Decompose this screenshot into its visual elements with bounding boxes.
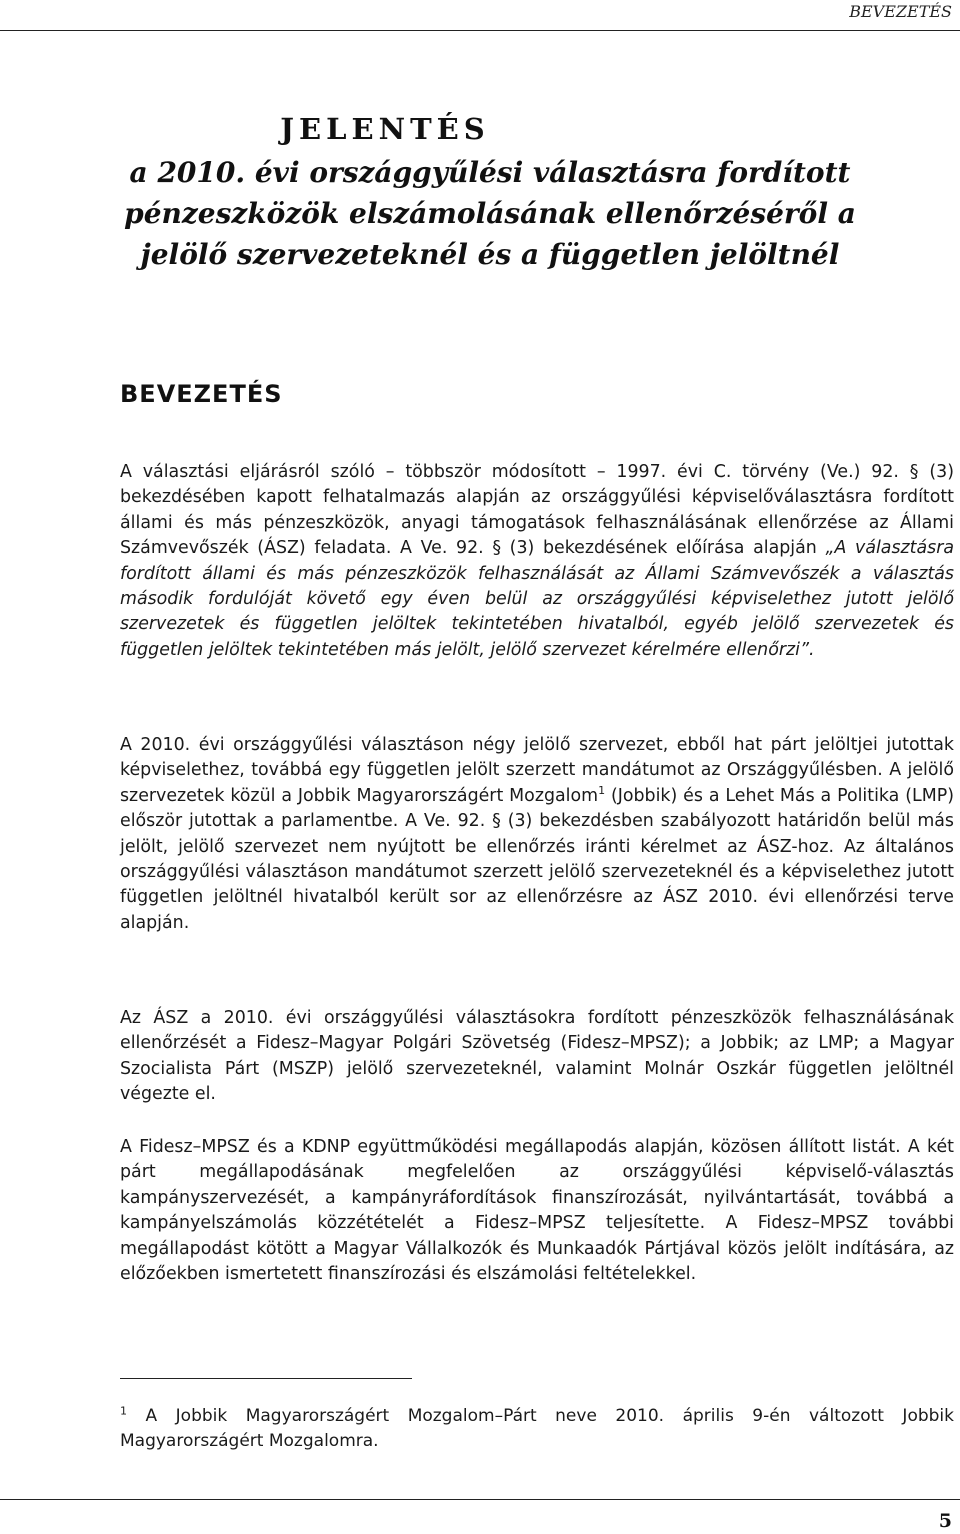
footer-divider xyxy=(0,1499,960,1500)
title-subtitle xyxy=(110,152,870,275)
running-header: BEVEZETÉS xyxy=(849,2,952,21)
paragraph-fidesz-kdnp: A Fidesz–MPSZ és a KDNP együttműködési megállapodás alapján, közösen állított listát. A két párt megállapodásának megfelelően az országgyűlési képviselő-választás kampányszervezését, a kampányráfordítások finanszírozását, nyilvántartását, továbbá a kampányelszámolás közzétételét a Fidesz–MPSZ teljesítette. A Fidesz–MPSZ további megállapodást kötött a Magyar Vállalkozók és Munkaadók Pártjával közös jelölt indítására, az előzőekben ismertetett finanszírozási és elszámolási feltételekkel. xyxy=(120,1137,954,1285)
title-subtitle-line-3: jelölő szervezeteknél és a független jelöltnél xyxy=(140,238,840,271)
footnote-number: 1 xyxy=(120,1404,127,1418)
header-divider xyxy=(0,30,960,31)
footnote-divider xyxy=(120,1378,412,1379)
law-quotation: „A választásra fordított állami és más pénzeszközök felhasználását az Állami Számvevőszék a választás második fordulóját követő egy éven belül az országgyűlési képviselethez jutott jelölő szervezetek és független jelöltek tekintetében hivatalból, egyéb jelölő szervezetek és független jelöltek tekintetében más jelölt, jelölő szervezet kérelmére ellenőrzi”. xyxy=(120,538,954,660)
paragraph-intro-text: A választási eljárásról szóló – többször módosított – 1997. évi C. törvény (Ve.) 92. § (3) bekezdésében kapott felhatalmazás alapján az országgyűlési képviselőválasztásra fordított állami és más pénzeszközök, anyagi támogatások felhasználásának ellenőrzése az Állami Számvevőszék (ÁSZ) feladata. A Ve. 92. § (3) bekezdésének előírása alapján xyxy=(120,462,954,559)
footnote xyxy=(120,1404,954,1454)
title-main: JELENTÉS xyxy=(280,112,490,146)
title-subtitle-line-2: pénzeszközök elszámolásának ellenőrzéséről a xyxy=(124,197,856,230)
footnote-reference[interactable]: 1 xyxy=(598,784,606,798)
paragraph-audited-parties: Az ÁSZ a 2010. évi országgyűlési választásokra fordított pénzeszközök felhasználásának ellenőrzését a Fidesz–Magyar Polgári Szövetség (Fidesz–MPSZ); a Jobbik; az LMP; a Magyar Szocialista Párt (MSZP) jelölő szervezeteknél, valamint Molnár Oszkár független jelöltnél végezte el. xyxy=(120,1008,954,1105)
page-number: 5 xyxy=(938,1510,952,1532)
document-title xyxy=(110,112,870,275)
paragraph-text-start: A 2010. évi országgyűlési választáson négy jelölő szervezet, ebből hat párt jelöltjei jutottak képviselethez, továbbá egy független jelölt szerzett mandátumot az Országgyűlésben. A jelölő szervezetek közül a Jobbik Magyarországért Mozgalom xyxy=(120,735,954,806)
section-heading: BEVEZETÉS xyxy=(120,380,283,408)
paragraph-election-results xyxy=(120,733,954,936)
footnote-text: A Jobbik Magyarországért Mozgalom–Párt neve 2010. április 9-én változott Jobbik Magyarországért Mozgalomra. xyxy=(120,1406,954,1451)
paragraph-legal-basis xyxy=(120,460,954,663)
paragraph-text-end: (Jobbik) és a Lehet Más a Politika (LMP) először jutottak a parlamentbe. A Ve. 92. § (3) bekezdésben szabályozott határidőn belül más jelölt, jelölő szervezet nem nyújtott be ellenőrzés iránti kérelmet az ÁSZ-hoz. Az általános országgyűlési választáson mandátumot szerzett jelölő szervezeteknél és a képviselethez jutott független jelöltnél hivatalból került sor az ellenőrzésre az ÁSZ 2010. évi ellenőrzési terve alapján. xyxy=(120,785,954,933)
title-subtitle-line-1: a 2010. évi országgyűlési választásra fordított xyxy=(129,156,851,189)
